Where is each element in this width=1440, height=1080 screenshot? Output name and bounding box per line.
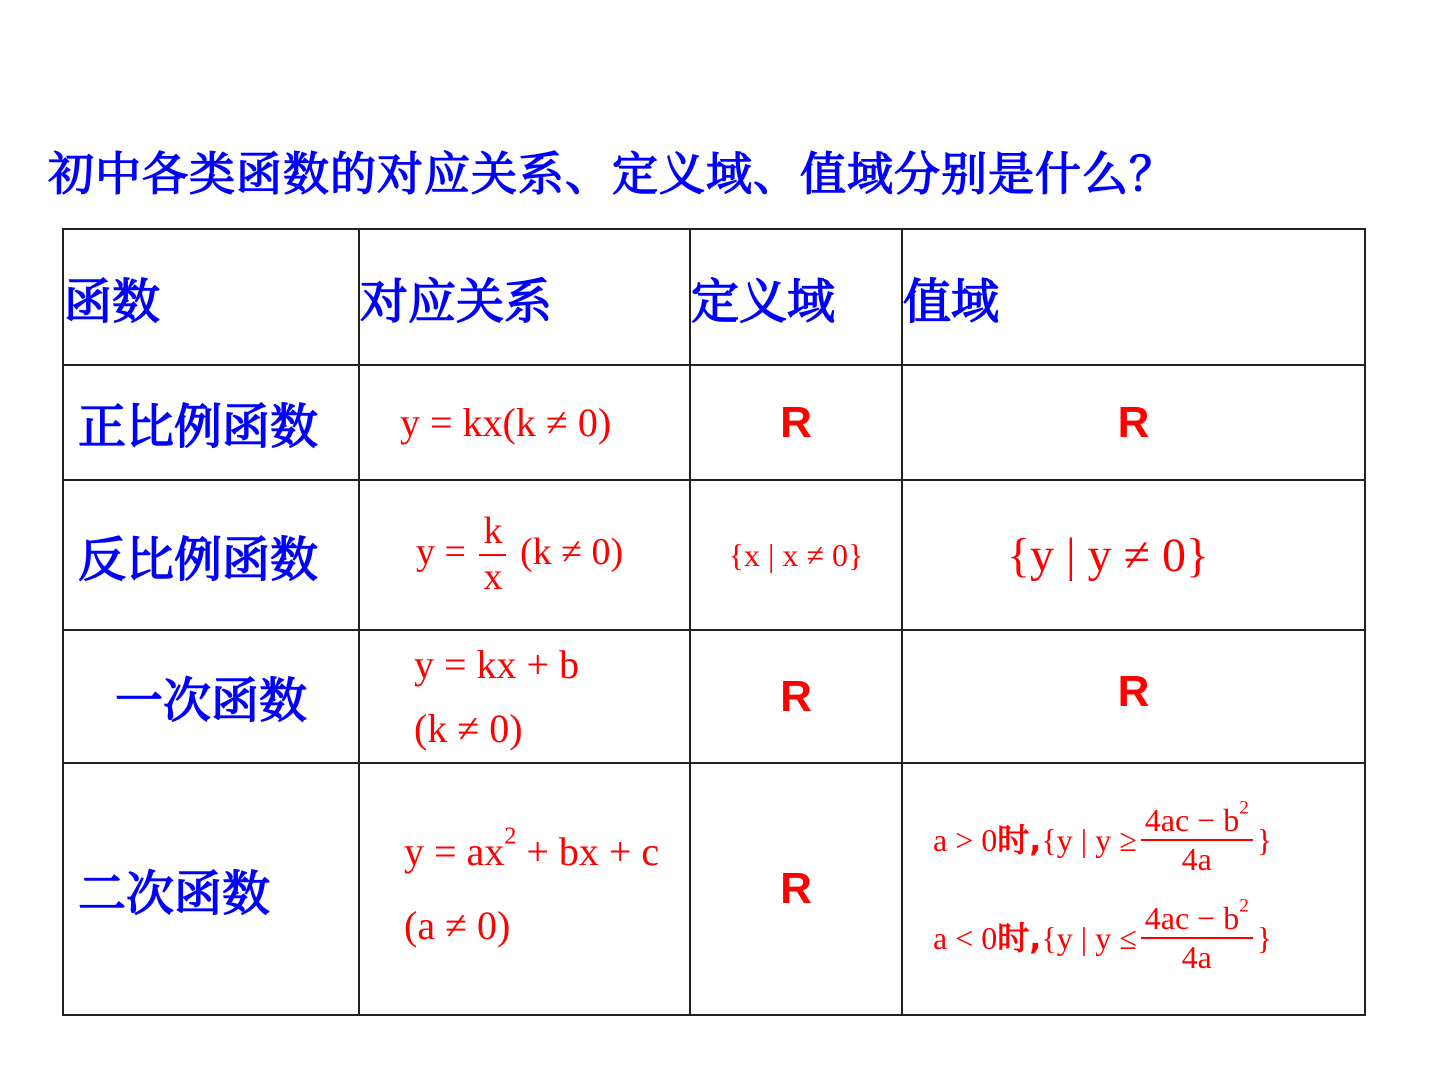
range-positive-case	[933, 798, 1364, 878]
fraction-denominator: 4a	[1181, 841, 1212, 878]
condition: a < 0	[933, 919, 998, 956]
table-header-row	[63, 229, 1365, 365]
set-open: {y | y ≥	[1041, 822, 1137, 859]
condition: a > 0	[933, 822, 998, 859]
when-label: 时,	[997, 821, 1042, 860]
numerator-text: 4ac − b	[1144, 802, 1240, 839]
row-name: 正比例函数	[63, 365, 359, 480]
mapping-line-2: (k ≠ 0)	[414, 705, 523, 751]
table-row-direct-proportion	[63, 365, 1365, 480]
when-label: 时,	[997, 918, 1042, 957]
mapping-term-b: + bx + c	[516, 829, 660, 874]
fraction-numerator	[1141, 895, 1253, 939]
set-open: {y | y ≤	[1041, 919, 1137, 956]
table-row-inverse-proportion	[63, 480, 1365, 630]
table-row-quadratic	[63, 763, 1365, 1015]
domain-value: R	[690, 763, 902, 1015]
mapping-line-1: y = kx + b	[414, 641, 580, 687]
domain-value: R	[690, 365, 902, 480]
table-row-linear	[63, 630, 1365, 763]
mapping-formula: y = kx(k ≠ 0)	[400, 400, 612, 445]
mapping-cell	[359, 365, 690, 480]
range-value: R	[902, 630, 1365, 763]
formula-lhs: y =	[416, 530, 466, 573]
mapping-line-1	[404, 815, 689, 889]
exponent: 2	[1239, 798, 1249, 820]
domain-value: {x | x ≠ 0}	[728, 536, 864, 573]
header-mapping: 对应关系	[359, 229, 690, 365]
exponent: 2	[504, 823, 517, 850]
range-cell	[902, 480, 1365, 630]
formula-rhs: (k ≠ 0)	[519, 530, 624, 573]
mapping-cell	[359, 480, 690, 630]
functions-table	[62, 228, 1366, 1016]
range-cell	[902, 763, 1365, 1015]
range-negative-case	[933, 895, 1364, 976]
header-range: 值域	[902, 229, 1365, 365]
fraction	[479, 510, 506, 599]
fraction	[1141, 895, 1253, 976]
set-close: }	[1256, 822, 1273, 859]
row-name: 二次函数	[63, 763, 359, 1015]
mapping-cell	[359, 630, 690, 763]
set-close: }	[1256, 919, 1273, 956]
numerator-text: 4ac − b	[1144, 900, 1240, 936]
fraction	[1141, 798, 1253, 878]
fraction-denominator: 4a	[1181, 938, 1212, 975]
mapping-line-2: (a ≠ 0)	[404, 903, 511, 948]
fraction-denominator: x	[483, 556, 503, 598]
domain-value: R	[690, 630, 902, 763]
domain-cell	[690, 480, 902, 630]
row-name: 一次函数	[63, 630, 359, 763]
mapping-term-a: y = ax	[404, 829, 505, 874]
page-title: 初中各类函数的对应关系、定义域、值域分别是什么？	[48, 147, 1176, 201]
range-value: {y | y ≠ 0}	[1007, 528, 1210, 582]
fraction-numerator: k	[479, 510, 506, 556]
mapping-formula	[416, 510, 624, 598]
header-function: 函数	[63, 229, 359, 365]
exponent: 2	[1239, 895, 1249, 917]
range-value: R	[902, 365, 1365, 480]
mapping-cell	[359, 763, 690, 1015]
fraction-numerator	[1141, 798, 1253, 841]
row-name: 反比例函数	[63, 480, 359, 630]
header-domain: 定义域	[690, 229, 902, 365]
